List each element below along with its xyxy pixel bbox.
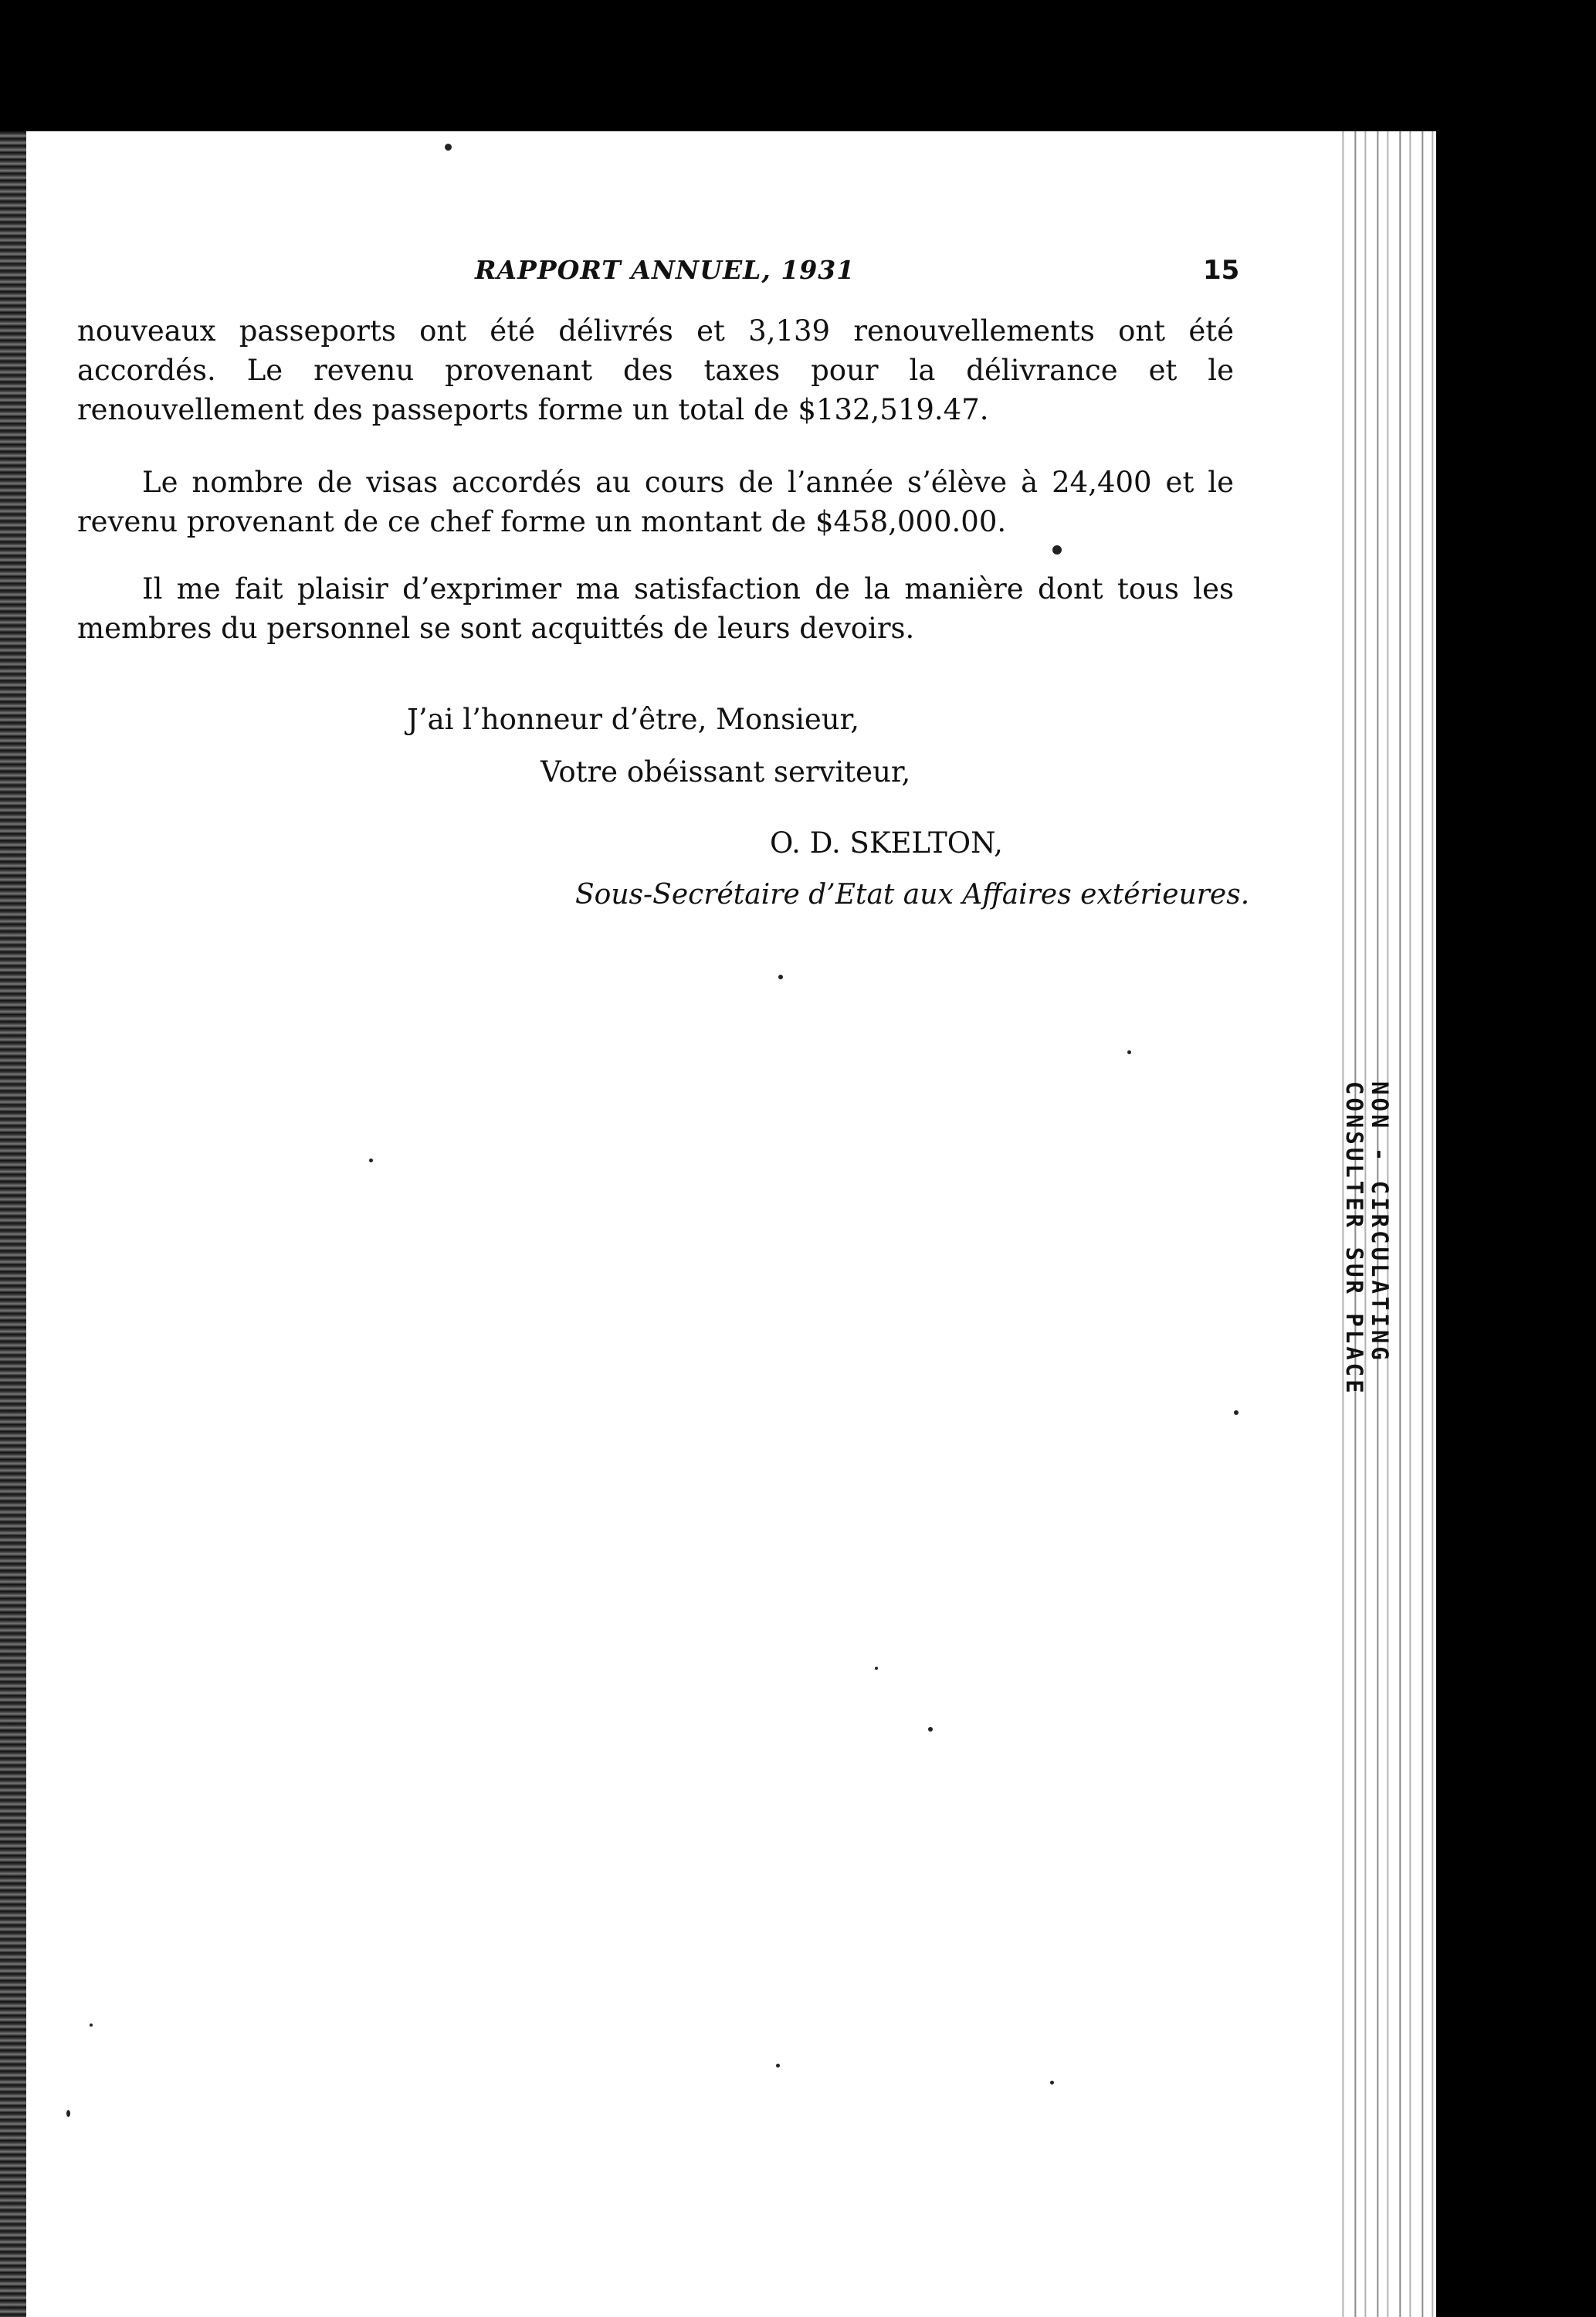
scan-speck (90, 2024, 93, 2027)
stamp-line-non-circulating: NON - CIRCULATING (1367, 1081, 1393, 1363)
signature-name: O. D. SKELTON, (770, 826, 1003, 860)
closing-complimentary: Votre obéissant serviteur, (540, 755, 911, 789)
binding-edge-left (0, 131, 26, 2317)
scan-speck (1052, 545, 1062, 555)
closing-salutation: J’ai l’honneur d’être, Monsieur, (407, 703, 860, 736)
page-number: 15 (1203, 255, 1240, 286)
scan-speck (1050, 2081, 1054, 2085)
signature-title: Sous-Secrétaire d’Etat aux Affaires extérieures. (575, 879, 1250, 911)
running-header (0, 255, 1240, 293)
header-title: RAPPORT ANNUEL, 1931 (475, 255, 856, 285)
paragraph-satisfaction: Il me fait plaisir d’exprimer ma satisfaction de la manière dont tous les membres du personnel se sont acquittés de leurs devoirs. (77, 572, 1234, 645)
library-stamp (1340, 1081, 1425, 1467)
scan-speck (875, 1667, 878, 1670)
scan-speck (778, 975, 783, 979)
scan-speck (928, 1727, 933, 1732)
scan-speck (369, 1158, 373, 1162)
scan-speck (776, 2064, 780, 2068)
paragraph-passports: nouveaux passeports ont été délivrés et 3,139 renouvellements ont été accordés. Le revenu provenant des taxes pour la délivrance et le renouvellement des passeports forme un total de $132,519.47. (77, 314, 1234, 426)
paper-sheet (23, 131, 1436, 2317)
scan-speck (1127, 1050, 1131, 1054)
paragraph-visas: Le nombre de visas accordés au cours de l’année s’élève à 24,400 et le revenu provenant de ce chef forme un montant de $458,000.00. (77, 466, 1234, 538)
scan-speck (445, 144, 452, 151)
scan-speck (1234, 1410, 1239, 1415)
scan-speck (66, 2110, 70, 2117)
stamp-line-consulter: CONSULTER SUR PLACE (1341, 1081, 1367, 1396)
scan-background-right (1436, 116, 1596, 2317)
